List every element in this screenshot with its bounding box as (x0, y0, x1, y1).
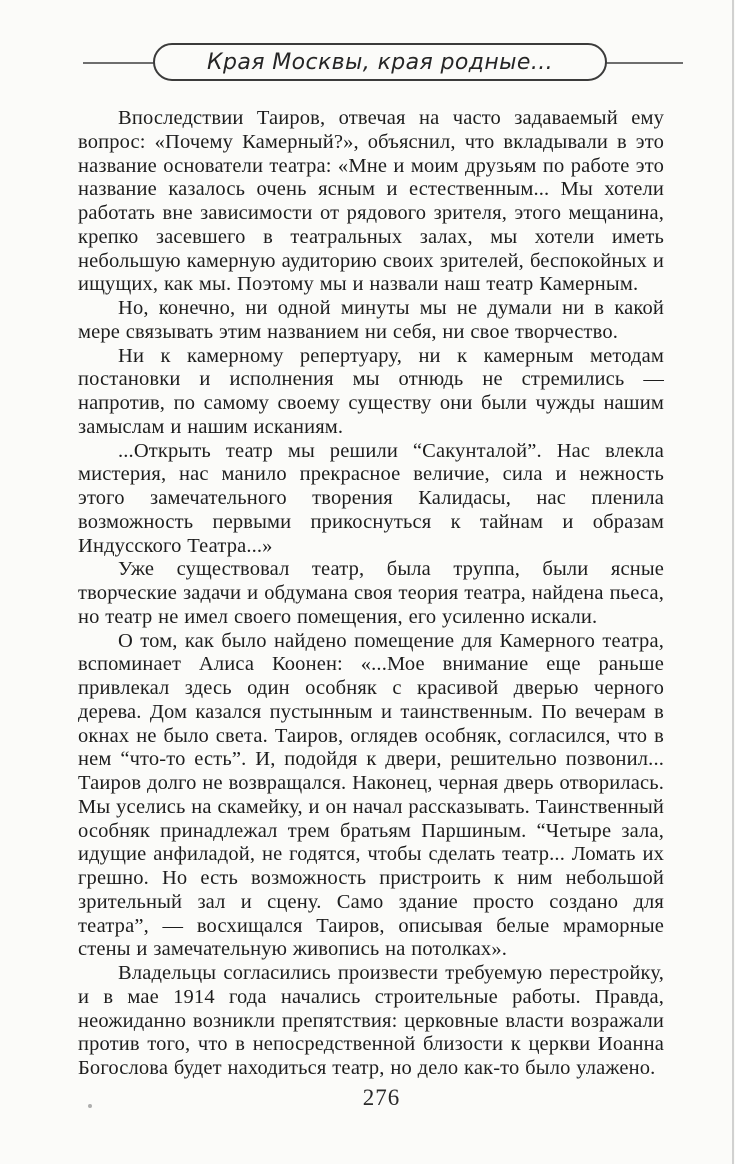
paragraph-7: Владельцы согласились произвести требуемую перестройку, и в мае 1914 года начались строительные работы. Правда, неожиданно возникли препятствия: церковные власти возражали против того, что в непосредственной близости к церкви Иоанна Богослова будет находиться театр, но дело как-то было улажено. (78, 962, 664, 1079)
paragraph-6: О том, как было найдено помещение для Камерного театра, вспоминает Алиса Коонен: «...Мое внимание еще раньше привлекал здесь один особняк с красивой дверью черного дерева. Дом казался пустынным и таинственным. По вечерам в окнах не было света. Таиров, оглядев особняк, согласился, что в нем “что-то есть”. И, подойдя к двери, решительно позвонил... Таиров долго не возвращался. Наконец, черная дверь отворилась. Мы уселись на скамейку, и он начал рассказывать. Таинственный особняк принадлежал трем братьям Паршиным. “Четыре зала, идущие анфиладой, не годятся, чтобы сделать театр... Ломать их грешно. Но есть возможность пристроить к ним небольшой зрительный зал и сцену. Само здание просто создано для театра”, — восхищался Таиров, описывая белые мраморные стены и замечательную живопись на потолках». (78, 629, 664, 961)
paragraph-2: Но, конечно, ни одной минуты мы не думали ни в какой мере связывать этим названием ни себя, ни свое творчество. (78, 297, 664, 343)
paragraph-5: Уже существовал театр, была труппа, были ясные творческие задачи и обдумана своя теория театра, найдена пьеса, но театр не имел своего помещения, его усиленно искали. (78, 558, 664, 628)
paragraph-1: Впоследствии Таиров, отвечая на часто задаваемый ему вопрос: «Почему Камерный?», объяснил, что вкладывали в это название основатели театра: «Мне и моим друзьям по работе это название казалось очень ясным и естественным... Мы хотели работать вне зависимости от рядового зрителя, этого мещанина, крепко засевшего в театральных залах, мы хотели иметь небольшую камерную аудиторию своих зрителей, беспокойных и ищущих, как мы. Поэтому мы и назвали наш театр Камерным. (78, 107, 664, 296)
running-head-box (153, 43, 607, 81)
paragraph-3: Ни к камерному репертуару, ни к камерным методам постановки и исполнения мы отнюдь не стремились — напротив, по самому своему существу они были чужды нашим замыслам и нашим исканиям. (78, 344, 664, 438)
page-number: 276 (362, 1085, 401, 1110)
scan-edge-shadow (732, 0, 734, 1164)
running-head-title: Края Москвы, края родные... (206, 49, 554, 75)
text-block (78, 107, 664, 1081)
paragraph-4: ...Открыть театр мы решили “Сакунталой”. Нас влекла мистерия, нас манило прекрасное величие, сила и нежность этого замечательного творения Калидасы, нас пленила возможность первыми прикоснуться к тайнам и образам Индусского Театра...» (78, 439, 664, 557)
running-head (0, 0, 735, 100)
